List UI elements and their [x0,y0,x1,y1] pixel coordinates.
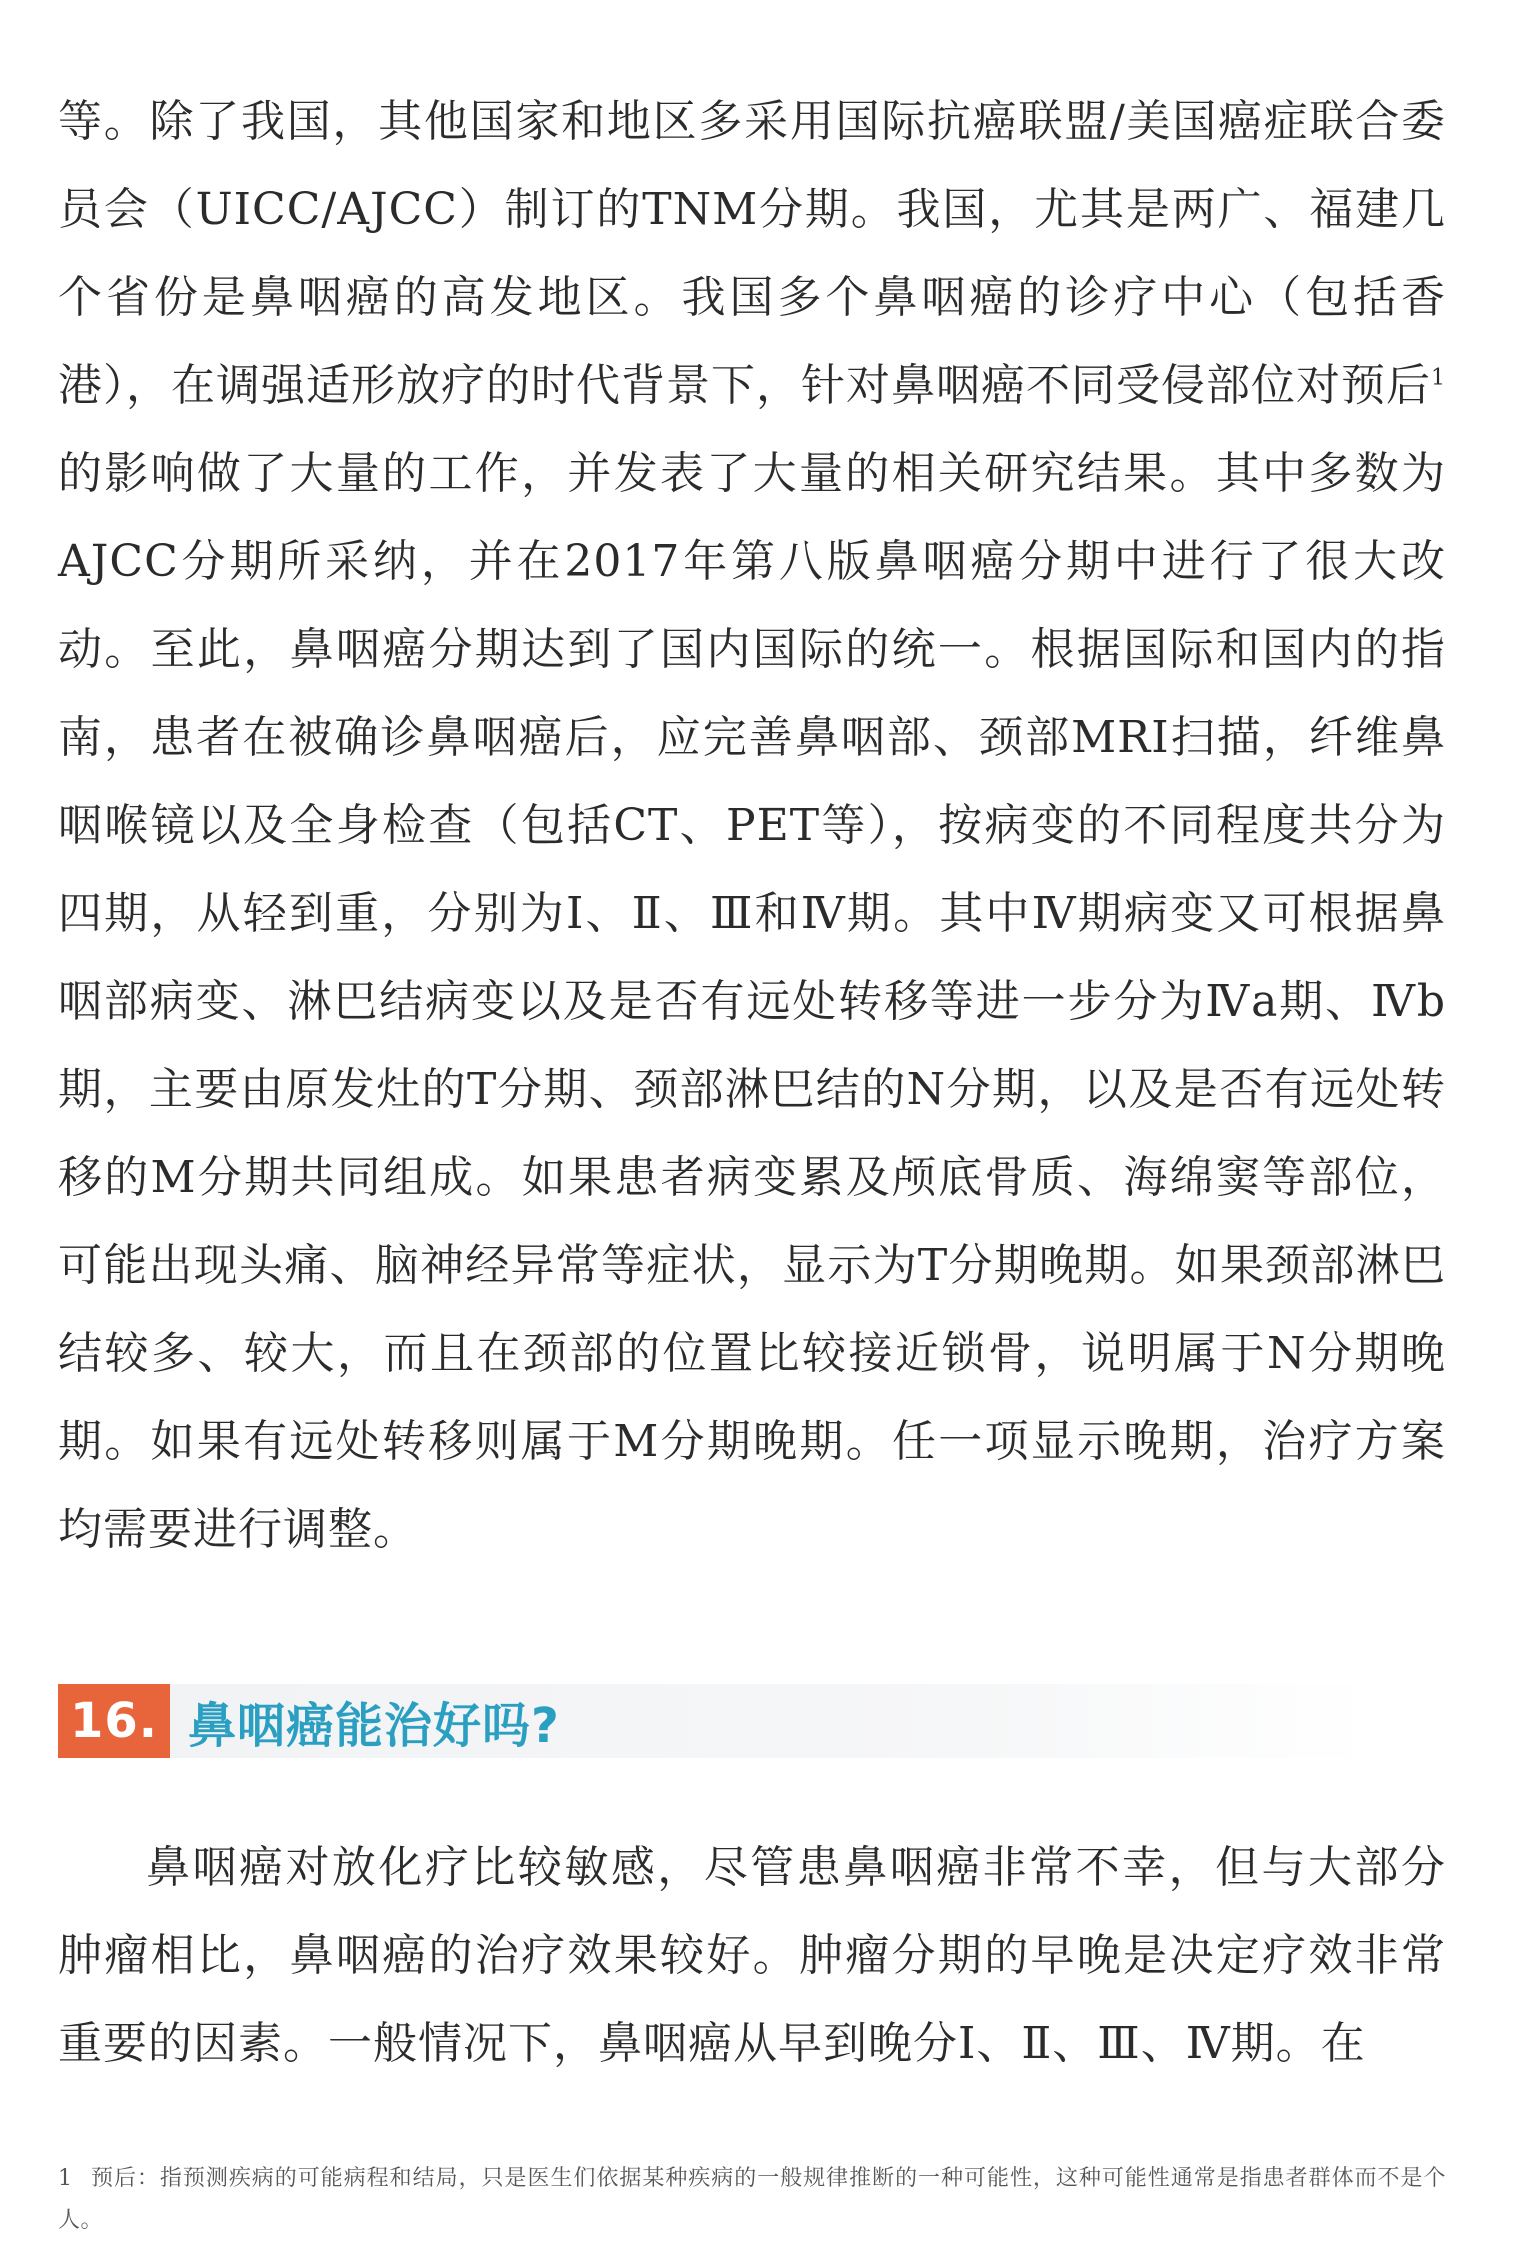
section-heading [58,1684,1372,1758]
paragraph-text-part2: 的影响做了大量的工作，并发表了大量的相关研究结果。其中多数为AJCC分期所采纳，并在2017年第八版鼻咽癌分期中进行了很大改动。至此，鼻咽癌分期达到了国内国际的统一。根据国际和国内的指南，患者在被确诊鼻咽癌后，应完善鼻咽部、颈部MRI扫描，纤维鼻咽喉镜以及全身检查（包括CT、PET等），按病变的不同程度共分为四期，从轻到重，分别为Ⅰ、Ⅱ、Ⅲ和Ⅳ期。其中Ⅳ期病变又可根据鼻咽部病变、淋巴结病变以及是否有远处转移等进一步分为Ⅳa期、Ⅳb期，主要由原发灶的T分期、颈部淋巴结的N分期，以及是否有远处转移的M分期共同组成。如果患者病变累及颅底骨质、海绵窦等部位，可能出现头痛、脑神经异常等症状，显示为T分期晚期。如果颈部淋巴结较多、较大，而且在颈部的位置比较接近锁骨，说明属于N分期晚期。如果有远处转移则属于M分期晚期。任一项显示晚期，治疗方案均需要进行调整。 [58,448,1446,1555]
footnote-number: 1 [58,2166,73,2191]
paragraph-text-part1: 等。除了我国，其他国家和地区多采用国际抗癌联盟/美国癌症联合委员会（UICC/AJCC）制订的TNM分期。我国，尤其是两广、福建几个省份是鼻咽癌的高发地区。我国多个鼻咽癌的诊疗中心（包括香港），在调强适形放疗的时代背景下，针对鼻咽癌不同受侵部位对预后 [58,96,1446,411]
paragraph-staging [58,78,1446,1574]
body-text-block [58,78,1446,1574]
footnote-reference: 1 [1431,365,1446,391]
footnote [58,2158,1446,2242]
section-body [58,1824,1446,2088]
paragraph-curability: 鼻咽癌对放化疗比较敏感，尽管患鼻咽癌非常不幸，但与大部分肿瘤相比，鼻咽癌的治疗效果较好。肿瘤分期的早晚是决定疗效非常重要的因素。一般情况下，鼻咽癌从早到晚分Ⅰ、Ⅱ、Ⅲ、Ⅳ期。在 [58,1842,1446,2069]
section-title: 鼻咽癌能治好吗? [188,1697,560,1754]
footnote-text: 预后：指预测疾病的可能病程和结局，只是医生们依据某种疾病的一般规律推断的一种可能性，这种可能性通常是指患者群体而不是个人。 [58,2166,1446,2233]
section-number: 16. [58,1684,170,1758]
